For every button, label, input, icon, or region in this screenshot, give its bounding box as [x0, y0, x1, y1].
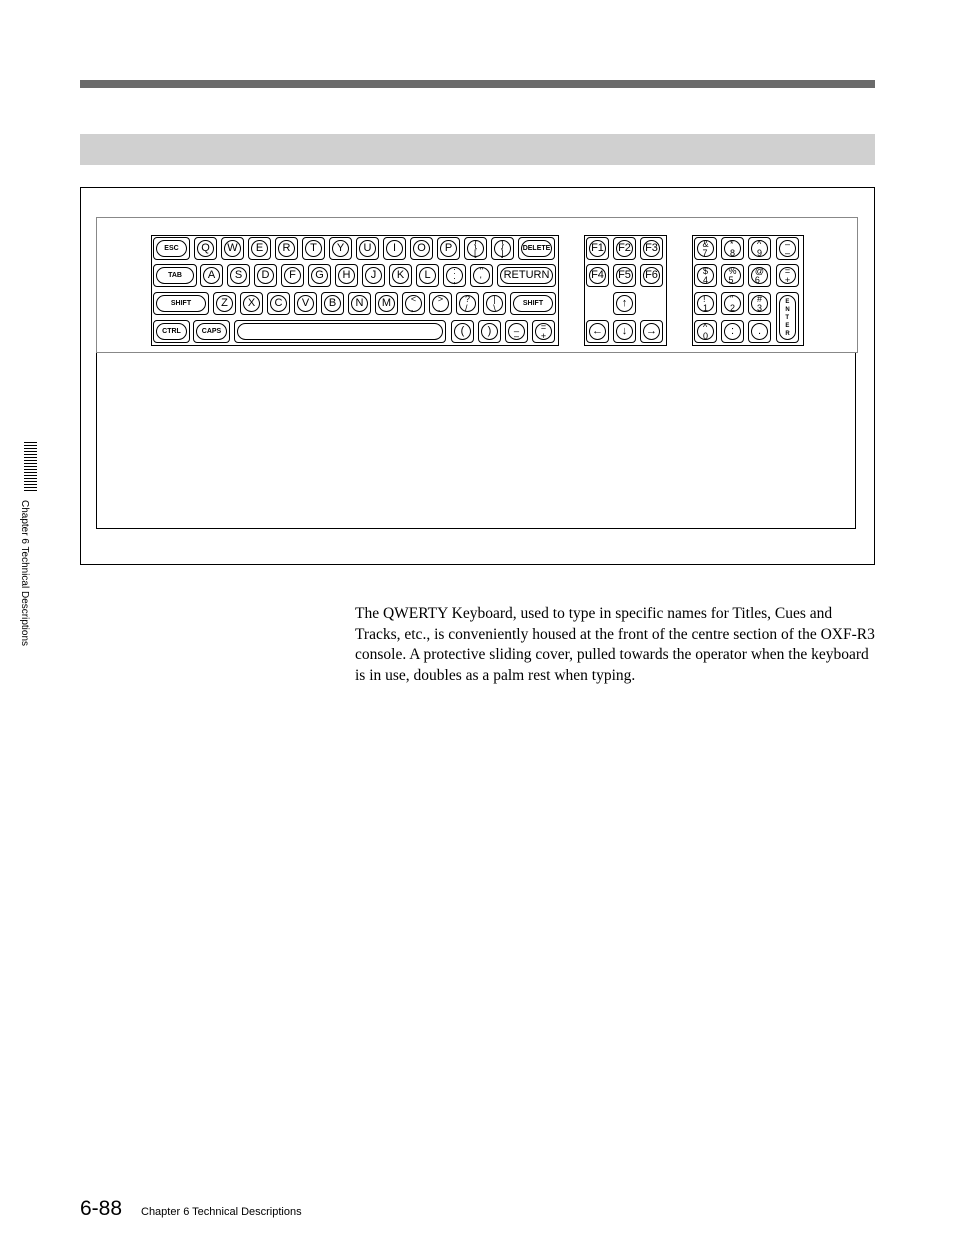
key-equals[interactable]: = + — [532, 320, 555, 343]
footer-chapter: Chapter 6 Technical Descriptions — [141, 1206, 302, 1218]
key-z[interactable]: Z — [213, 292, 236, 315]
key-e[interactable]: E — [248, 237, 271, 260]
key-l[interactable]: L — [416, 264, 439, 287]
key-quote[interactable]: " ' — [470, 264, 493, 287]
key-o[interactable]: O — [410, 237, 433, 260]
key-space[interactable] — [234, 320, 446, 343]
key-h[interactable]: H — [335, 264, 358, 287]
key-c[interactable]: C — [267, 292, 290, 315]
key-num-plus[interactable]: = + — [776, 264, 799, 287]
key-arrow-right[interactable]: → — [640, 320, 663, 343]
key-k[interactable]: K — [389, 264, 412, 287]
key-ctrl[interactable]: CTRL — [153, 320, 190, 343]
key-shift-right[interactable]: SHIFT — [510, 292, 556, 315]
key-esc[interactable]: ESC — [153, 237, 190, 260]
key-p[interactable]: P — [437, 237, 460, 260]
key-num-7[interactable]: & 7 — [694, 237, 717, 260]
key-num-dot[interactable]: . — [748, 320, 771, 343]
key-semicolon[interactable]: : ; — [443, 264, 466, 287]
key-backslash[interactable]: | \ — [483, 292, 506, 315]
key-num-5[interactable]: % 5 — [721, 264, 744, 287]
key-arrow-up[interactable]: ↑ — [613, 292, 636, 315]
key-comma[interactable]: < , — [402, 292, 425, 315]
key-slash[interactable]: ? / — [456, 292, 479, 315]
key-b[interactable]: B — [321, 292, 344, 315]
key-delete[interactable]: DELETE — [518, 237, 555, 260]
key-tab[interactable]: TAB — [153, 264, 197, 287]
key-s[interactable]: S — [227, 264, 250, 287]
top-rule — [80, 80, 875, 88]
key-arrow-down[interactable]: ↓ — [613, 320, 636, 343]
key-m[interactable]: M — [375, 292, 398, 315]
key-num-0[interactable]: ^ 0 — [694, 320, 717, 343]
key-t[interactable]: T — [302, 237, 325, 260]
key-num-enter[interactable]: E N T E R — [776, 292, 799, 343]
side-chapter-label: Chapter 6 Technical Descriptions — [19, 500, 30, 647]
key-w[interactable]: W — [221, 237, 244, 260]
chapter-tab — [24, 442, 37, 492]
key-j[interactable]: J — [362, 264, 385, 287]
key-return[interactable]: RETURN — [497, 264, 556, 287]
key-caps[interactable]: CAPS — [193, 320, 230, 343]
key-num-2[interactable]: " 2 — [721, 292, 744, 315]
key-num-minus[interactable]: – – — [776, 237, 799, 260]
key-arrow-left[interactable]: ← — [586, 320, 609, 343]
key-d[interactable]: D — [254, 264, 277, 287]
key-num-colon[interactable]: : — [721, 320, 744, 343]
key-g[interactable]: G — [308, 264, 331, 287]
key-f1[interactable]: F1 — [586, 237, 609, 260]
key-f4[interactable]: F4 — [586, 264, 609, 287]
key-n[interactable]: N — [348, 292, 371, 315]
key-f2[interactable]: F2 — [613, 237, 636, 260]
key-q[interactable]: Q — [194, 237, 217, 260]
key-brace-right[interactable]: } ] — [491, 237, 514, 260]
section-title-band — [80, 134, 875, 165]
body-paragraph: The QWERTY Keyboard, used to type in specific names for Titles, Cues and Tracks, etc., is conveniently housed at the front of the centre section of the OXF-R3 console. A protective sliding cover, pulled towards the operator when the keyboard is in use, doubles as a palm rest when typing. — [355, 605, 875, 684]
key-minus[interactable]: _ – — [505, 320, 528, 343]
key-num-4[interactable]: $ 4 — [694, 264, 717, 287]
key-num-9[interactable]: ^ 9 — [748, 237, 771, 260]
key-f3[interactable]: F3 — [640, 237, 663, 260]
page-number: 6-88 — [80, 1197, 123, 1220]
key-num-6[interactable]: @ 6 — [748, 264, 771, 287]
key-num-8[interactable]: * 8 — [721, 237, 744, 260]
key-period[interactable]: > . — [429, 292, 452, 315]
key-i[interactable]: I — [383, 237, 406, 260]
key-u[interactable]: U — [356, 237, 379, 260]
key-v[interactable]: V — [294, 292, 317, 315]
key-num-3[interactable]: # 3 — [748, 292, 771, 315]
key-num-1[interactable]: ! 1 — [694, 292, 717, 315]
key-x[interactable]: X — [240, 292, 263, 315]
key-paren-right[interactable]: ) — [478, 320, 501, 343]
key-shift-left[interactable]: SHIFT — [153, 292, 209, 315]
key-y[interactable]: Y — [329, 237, 352, 260]
key-r[interactable]: R — [275, 237, 298, 260]
key-f6[interactable]: F6 — [640, 264, 663, 287]
key-f[interactable]: F — [281, 264, 304, 287]
key-brace-left[interactable]: { [ — [464, 237, 487, 260]
key-f5[interactable]: F5 — [613, 264, 636, 287]
key-paren-left[interactable]: ( — [451, 320, 474, 343]
key-a[interactable]: A — [200, 264, 223, 287]
